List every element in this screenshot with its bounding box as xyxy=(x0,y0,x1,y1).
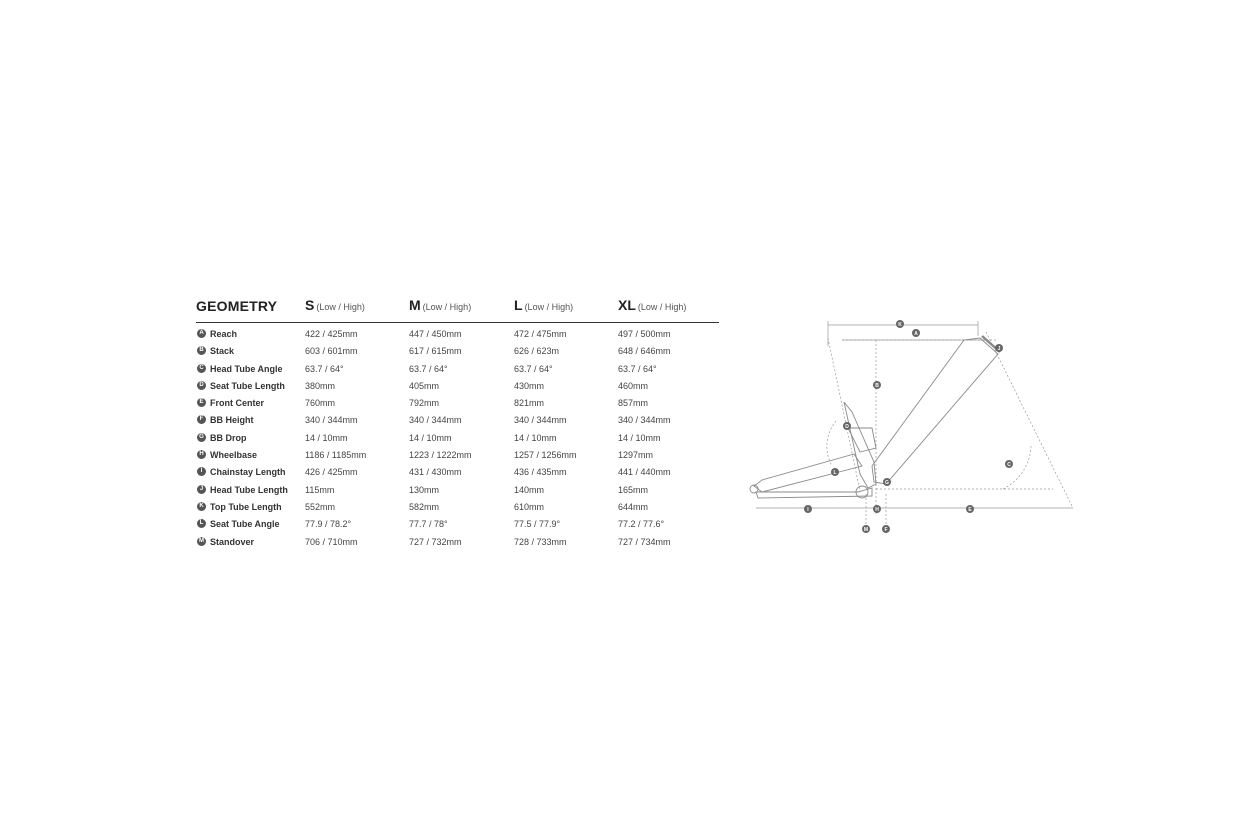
table-cell: 340 / 344mm xyxy=(305,415,358,426)
row-label: Wheelbase xyxy=(210,450,258,461)
row-label: Stack xyxy=(210,346,235,357)
marker-j-label: J xyxy=(997,345,1001,352)
marker-d-label: D xyxy=(845,423,849,430)
table-cell: 1297mm xyxy=(618,450,654,461)
table-row xyxy=(196,481,719,498)
table-row xyxy=(196,325,719,342)
table-cell: 1186 / 1185mm xyxy=(305,450,367,461)
table-cell: 472 / 475mm xyxy=(514,329,567,339)
table-cell: 340 / 344mm xyxy=(618,415,671,426)
seat-tube xyxy=(844,402,876,488)
row-label: Front Center xyxy=(210,398,264,409)
table-row xyxy=(196,394,719,411)
row-label: BB Drop xyxy=(210,432,247,443)
table-cell: 760mm xyxy=(305,398,336,409)
table-cell: 63.7 / 64° xyxy=(305,363,344,374)
table-row xyxy=(196,360,719,377)
marker-g-label: G xyxy=(885,479,889,486)
table-row xyxy=(196,342,719,359)
table-cell: 447 / 450mm xyxy=(409,329,462,339)
row-badge: I xyxy=(197,467,206,476)
marker-b-label: B xyxy=(875,382,879,389)
marker-c-label: C xyxy=(1007,461,1011,468)
table-cell: 552mm xyxy=(305,501,336,512)
table-cell: 727 / 734mm xyxy=(618,536,671,547)
table-cell: 140mm xyxy=(514,484,545,495)
table-body xyxy=(196,323,719,550)
table-cell: 77.5 / 77.9° xyxy=(514,519,561,530)
table-cell: 14 / 10mm xyxy=(305,432,348,443)
table-cell: 63.7 / 64° xyxy=(514,363,553,374)
table-cell: 77.7 / 78° xyxy=(409,519,448,530)
marker-a-label: A xyxy=(914,330,918,337)
table-cell: 727 / 732mm xyxy=(409,536,462,547)
table-cell: 422 / 425mm xyxy=(305,329,358,339)
row-badge: C xyxy=(197,364,206,373)
table-cell: 430mm xyxy=(514,380,545,391)
row-label: Head Tube Angle xyxy=(210,363,283,374)
head-tube-axis xyxy=(986,332,1073,508)
table-cell: 340 / 344mm xyxy=(409,415,462,426)
table-cell: 617 / 615mm xyxy=(409,346,462,357)
marker-m-label: M xyxy=(863,526,869,533)
table-row xyxy=(196,377,719,394)
table-row xyxy=(196,446,719,463)
row-badge: D xyxy=(197,381,206,390)
table-cell: 426 / 425mm xyxy=(305,467,358,478)
table-row xyxy=(196,533,719,550)
table-row xyxy=(196,498,719,515)
row-label: Reach xyxy=(210,329,238,339)
geometry-table xyxy=(196,296,719,550)
row-label: Seat Tube Angle xyxy=(210,519,280,530)
table-cell: 405mm xyxy=(409,380,440,391)
table-cell: 436 / 435mm xyxy=(514,467,567,478)
table-cell: 706 / 710mm xyxy=(305,536,358,547)
size-header-l: L (Low / High) xyxy=(514,297,574,313)
table-cell: 497 / 500mm xyxy=(618,329,671,339)
table-cell: 792mm xyxy=(409,398,440,409)
table-cell: 431 / 430mm xyxy=(409,467,462,478)
table-cell: 582mm xyxy=(409,501,440,512)
marker-e-label: E xyxy=(968,506,972,513)
size-header-m: M (Low / High) xyxy=(409,297,472,313)
table-row xyxy=(196,429,719,446)
size-header-xl: XL (Low / High) xyxy=(618,297,687,313)
size-header-s: S (Low / High) xyxy=(305,297,365,313)
row-label: Top Tube Length xyxy=(210,501,282,512)
table-cell: 165mm xyxy=(618,484,649,495)
table-cell: 644mm xyxy=(618,501,649,512)
row-badge: G xyxy=(197,433,206,442)
table-cell: 77.9 / 78.2° xyxy=(305,519,352,530)
row-badge: F xyxy=(197,415,206,424)
row-badge: L xyxy=(197,519,206,528)
table-cell: 610mm xyxy=(514,501,545,512)
row-badge: J xyxy=(197,485,206,494)
table-cell: 63.7 / 64° xyxy=(409,363,448,374)
table-cell: 821mm xyxy=(514,398,545,409)
front-triangle xyxy=(872,338,998,484)
table-cell: 728 / 733mm xyxy=(514,536,567,547)
table-cell: 441 / 440mm xyxy=(618,467,671,478)
table-title: GEOMETRY xyxy=(196,298,278,314)
table-cell: 857mm xyxy=(618,398,649,409)
table-cell: 115mm xyxy=(305,484,335,495)
row-badge: E xyxy=(197,398,206,407)
table-header xyxy=(196,296,719,323)
marker-k-label: K xyxy=(898,321,902,328)
table-cell: 1257 / 1256mm xyxy=(514,450,577,461)
table-cell: 626 / 623m xyxy=(514,346,560,357)
table-cell: 77.2 / 77.6° xyxy=(618,519,665,530)
marker-h-label: H xyxy=(875,506,879,513)
row-badge: H xyxy=(197,450,206,459)
table-row xyxy=(196,515,719,532)
table-row xyxy=(196,411,719,428)
marker-f-label: F xyxy=(884,526,888,533)
row-label: BB Height xyxy=(210,415,254,426)
table-cell: 130mm xyxy=(409,484,440,495)
row-label: Chainstay Length xyxy=(210,467,286,478)
table-cell: 340 / 344mm xyxy=(514,415,567,426)
table-cell: 14 / 10mm xyxy=(514,432,557,443)
table-cell: 14 / 10mm xyxy=(618,432,661,443)
row-badge: B xyxy=(197,346,206,355)
marker-i-label: I xyxy=(807,506,809,513)
table-cell: 603 / 601mm xyxy=(305,346,358,357)
row-label: Standover xyxy=(210,536,255,547)
row-badge: K xyxy=(197,502,206,511)
seat-stay xyxy=(754,454,862,492)
row-badge: M xyxy=(199,537,204,544)
table-cell: 63.7 / 64° xyxy=(618,363,657,374)
table-cell: 648 / 646mm xyxy=(618,346,671,357)
table-cell: 14 / 10mm xyxy=(409,432,452,443)
row-label: Head Tube Length xyxy=(210,484,288,495)
marker-l-label: L xyxy=(833,469,837,476)
row-label: Seat Tube Length xyxy=(210,380,285,391)
row-badge: A xyxy=(197,329,206,338)
table-cell: 460mm xyxy=(618,380,649,391)
dimension-markers xyxy=(804,320,1013,533)
table-cell: 1223 / 1222mm xyxy=(409,450,472,461)
table-row xyxy=(196,463,719,480)
bike-geometry-diagram xyxy=(748,316,1078,538)
table-cell: 380mm xyxy=(305,380,336,391)
